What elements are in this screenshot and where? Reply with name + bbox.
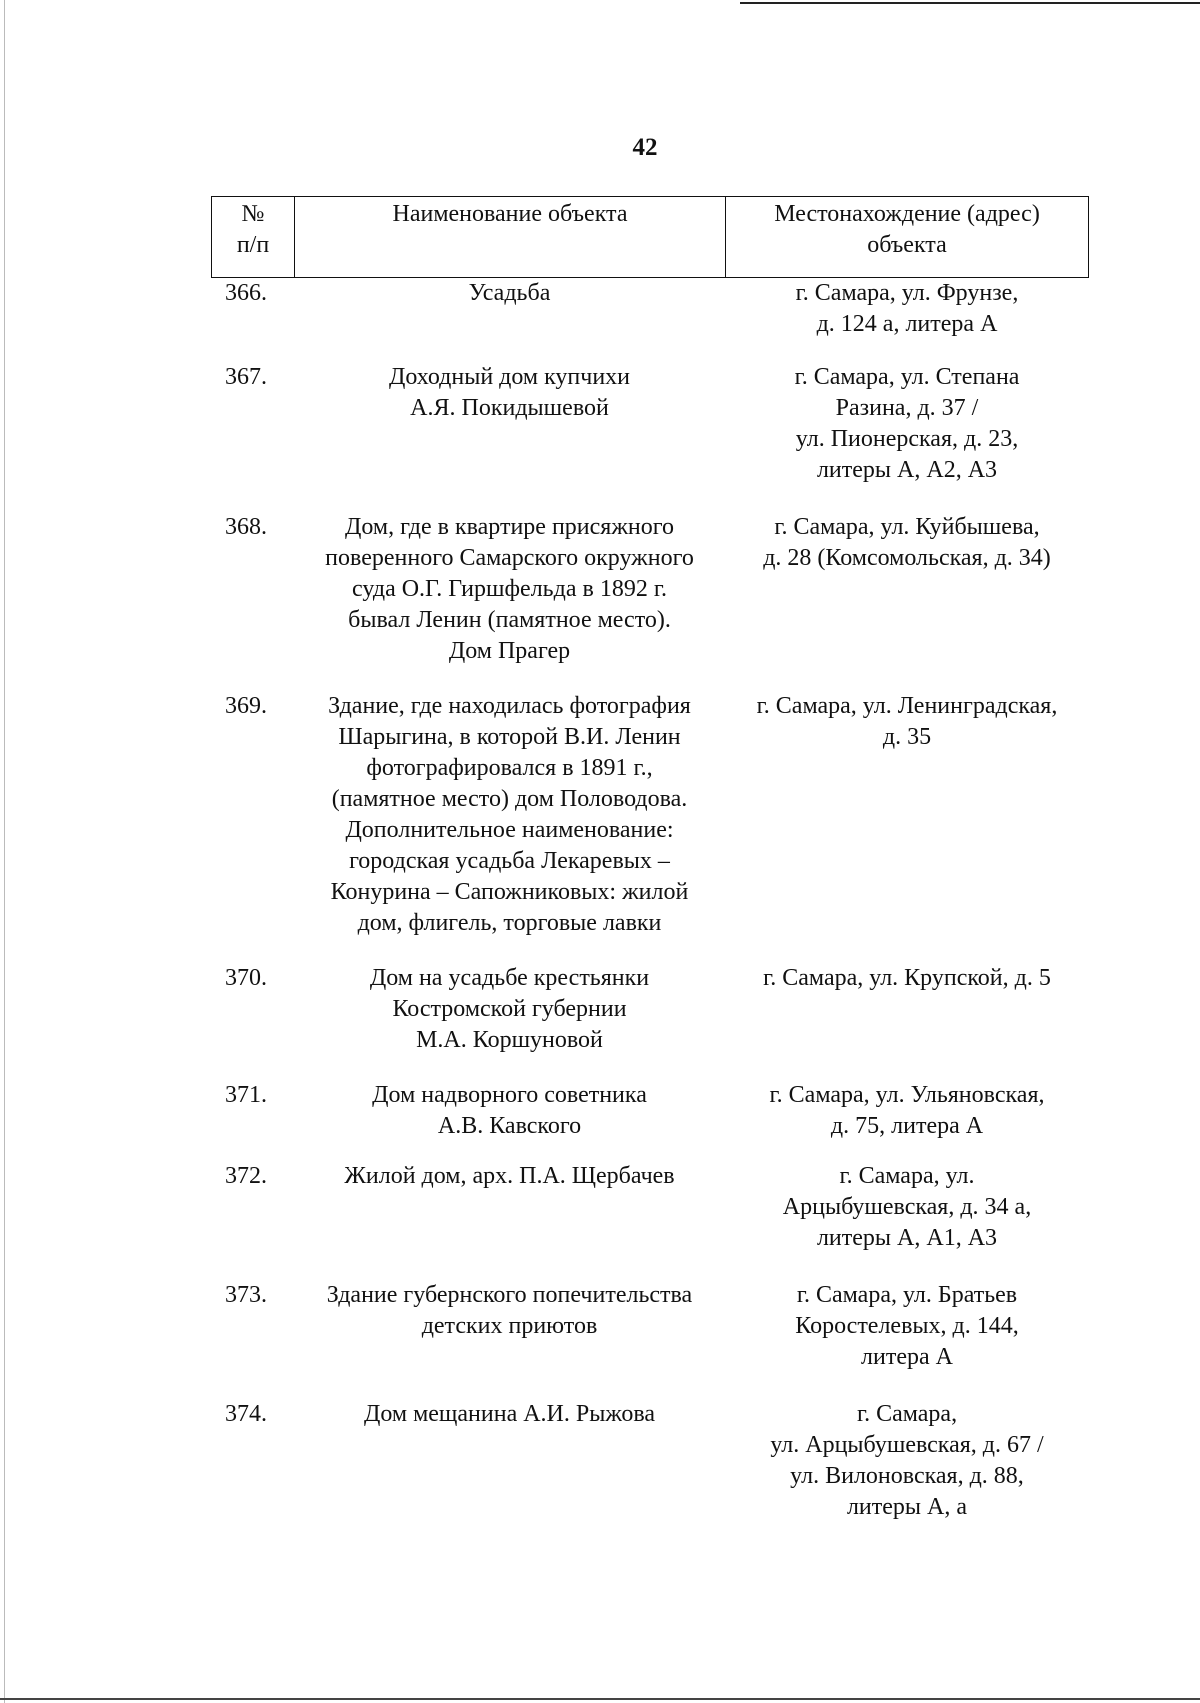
object-address-line: Коростелевых, д. 144, bbox=[795, 1313, 1019, 1339]
table-row bbox=[211, 1399, 1089, 1523]
object-address-line: г. Самара, bbox=[856, 1401, 958, 1427]
object-name-line: фотографировался в 1891 г., bbox=[366, 755, 653, 781]
row-number: 371. bbox=[225, 1082, 267, 1108]
header-name: Наименование объекта bbox=[392, 201, 628, 227]
row-object-name bbox=[294, 362, 725, 486]
object-name-line: Усадьба bbox=[468, 280, 551, 306]
object-name-line: бывал Ленин (памятное место). bbox=[348, 607, 671, 633]
object-name-line: А.В. Кавского bbox=[437, 1113, 582, 1139]
row-number: 368. bbox=[225, 514, 267, 540]
table-row bbox=[211, 362, 1089, 486]
row-object-address bbox=[725, 1399, 1089, 1523]
object-name-line: Шарыгина, в которой В.И. Ленин bbox=[338, 724, 681, 750]
row-object-name bbox=[294, 691, 725, 939]
header-number-line1: № bbox=[241, 201, 265, 227]
object-name-line: Дом Прагер bbox=[448, 638, 571, 664]
header-number-column bbox=[212, 197, 295, 277]
row-number: 373. bbox=[225, 1282, 267, 1308]
object-address-line: г. Самара, ул. Куйбышева, bbox=[774, 514, 1040, 540]
object-address-line: г. Самара, ул. Фрунзе, bbox=[795, 280, 1019, 306]
object-address-line: г. Самара, ул. Ульяновская, bbox=[769, 1082, 1045, 1108]
object-address-line: г. Самара, ул. Крупской, д. 5 bbox=[763, 965, 1051, 991]
object-address-line: Арцыбушевская, д. 34 а, bbox=[782, 1194, 1032, 1220]
object-name-line: Костромской губернии bbox=[392, 996, 627, 1022]
object-address-line: д. 35 bbox=[882, 724, 932, 750]
object-name-line: Здание, где находилась фотография bbox=[328, 693, 691, 719]
object-name-line: городская усадьба Лекаревых – bbox=[349, 848, 670, 874]
row-number: 370. bbox=[225, 965, 267, 991]
object-name-line: Дом на усадьбе крестьянки bbox=[369, 965, 650, 991]
row-object-address bbox=[725, 1280, 1089, 1373]
header-number-line2: п/п bbox=[236, 232, 270, 258]
object-address-line: литера А bbox=[861, 1344, 953, 1370]
row-object-address bbox=[725, 362, 1089, 486]
object-name-line: Доходный дом купчихи bbox=[388, 364, 631, 390]
row-number: 372. bbox=[225, 1163, 267, 1189]
scan-border-bottom bbox=[0, 1698, 1200, 1700]
object-address-line: д. 28 (Комсомольская, д. 34) bbox=[763, 545, 1051, 571]
object-name-line: М.А. Коршуновой bbox=[416, 1027, 603, 1053]
object-name-line: (памятное место) дом Половодова. bbox=[331, 786, 688, 812]
row-number: 374. bbox=[225, 1401, 267, 1427]
row-object-address bbox=[725, 1080, 1089, 1142]
row-number: 367. bbox=[225, 364, 267, 390]
row-object-name bbox=[294, 1280, 725, 1373]
object-name-line: Дополнительное наименование: bbox=[345, 817, 674, 843]
header-address-column bbox=[726, 197, 1088, 277]
scan-border-left bbox=[4, 0, 5, 1703]
object-address-line: д. 124 а, литера А bbox=[816, 311, 998, 337]
table-row bbox=[211, 691, 1089, 939]
object-address-line: литеры А, А1, А3 bbox=[816, 1225, 998, 1251]
table-row bbox=[211, 1080, 1089, 1142]
object-address-line: Разина, д. 37 / bbox=[835, 395, 979, 421]
row-number: 369. bbox=[225, 693, 267, 719]
scan-border-top bbox=[740, 2, 1200, 4]
row-object-name bbox=[294, 278, 725, 340]
row-object-name bbox=[294, 963, 725, 1056]
object-address-line: ул. Вилоновская, д. 88, bbox=[790, 1463, 1024, 1489]
row-object-address bbox=[725, 963, 1089, 1056]
row-object-name bbox=[294, 512, 725, 667]
row-object-address bbox=[725, 691, 1089, 939]
table-row bbox=[211, 512, 1089, 667]
object-name-line: Конурина – Сапожниковых: жилой bbox=[330, 879, 689, 905]
row-object-name bbox=[294, 1080, 725, 1142]
row-object-address bbox=[725, 278, 1089, 340]
table-row bbox=[211, 963, 1089, 1056]
object-name-line: А.Я. Покидышевой bbox=[410, 395, 609, 421]
object-address-line: литеры А, А2, А3 bbox=[816, 457, 998, 483]
object-address-line: ул. Пионерская, д. 23, bbox=[795, 426, 1019, 452]
object-name-line: поверенного Самарского окружного bbox=[325, 545, 694, 571]
row-object-name bbox=[294, 1161, 725, 1254]
row-object-address bbox=[725, 1161, 1089, 1254]
object-name-line: дом, флигель, торговые лавки bbox=[357, 910, 662, 936]
object-name-line: Жилой дом, арх. П.А. Щербачев bbox=[344, 1163, 675, 1189]
object-address-line: г. Самара, ул. bbox=[839, 1163, 975, 1189]
object-address-line: ул. Арцыбушевская, д. 67 / bbox=[770, 1432, 1044, 1458]
table-row bbox=[211, 278, 1089, 340]
object-name-line: Дом, где в квартире присяжного bbox=[345, 514, 674, 540]
object-name-line: суда О.Г. Гиршфельда в 1892 г. bbox=[352, 576, 667, 602]
table-row bbox=[211, 1161, 1089, 1254]
object-address-line: д. 75, литера А bbox=[830, 1113, 984, 1139]
object-name-line: детских приютов bbox=[421, 1313, 598, 1339]
object-name-line: Дом мещанина А.И. Рыжова bbox=[363, 1401, 656, 1427]
object-address-line: г. Самара, ул. Братьев bbox=[796, 1282, 1018, 1308]
table-body bbox=[211, 278, 1089, 1523]
page-number: 42 bbox=[632, 134, 658, 161]
header-address-line2: объекта bbox=[867, 232, 947, 258]
header-address-line1: Местонахождение (адрес) bbox=[774, 201, 1040, 227]
row-object-name bbox=[294, 1399, 725, 1523]
object-address-line: г. Самара, ул. Ленинградская, bbox=[756, 693, 1058, 719]
object-name-line: Здание губернского попечительства bbox=[326, 1282, 693, 1308]
object-name-line: Дом надворного советника bbox=[372, 1082, 647, 1108]
table-row bbox=[211, 1280, 1089, 1373]
table-header bbox=[211, 196, 1089, 278]
object-address-line: литеры А, а bbox=[846, 1494, 968, 1520]
row-number: 366. bbox=[225, 280, 267, 306]
header-name-column bbox=[295, 197, 726, 277]
object-address-line: г. Самара, ул. Степана bbox=[794, 364, 1020, 390]
row-object-address bbox=[725, 512, 1089, 667]
